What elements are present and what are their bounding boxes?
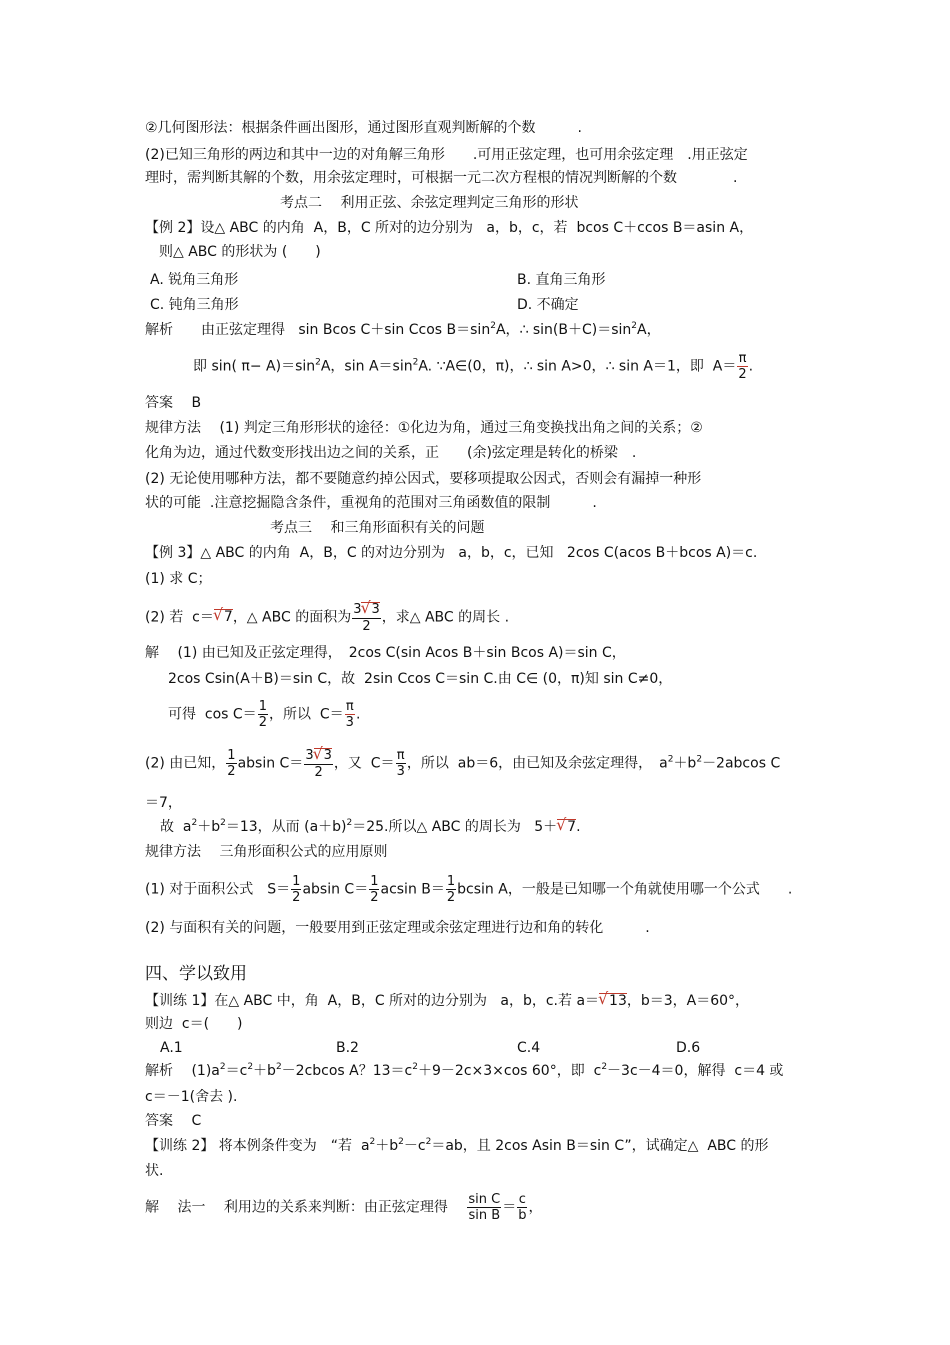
text-line: 理时，需判断其解的个数，用余弦定理时，可根据一元二次方程根的情况判断解的个数 .: [145, 170, 738, 186]
fraction: $\frac{1}{2}$: [446, 874, 456, 905]
answer-label: 答案: [145, 1113, 173, 1129]
fraction: $\frac{\pi}{3}$: [345, 699, 354, 730]
text-line: 状的可能 .注意挖掘隐含条件，重视角的范围对三角函数值的限制 .: [145, 495, 597, 511]
sqrt: √ 7: [557, 819, 576, 835]
method-label: 规律方法: [145, 420, 201, 436]
fraction: $\frac{\pi}{3}$: [396, 747, 405, 779]
answer-label: 答案: [145, 395, 173, 411]
solution-line: 可得 cos C＝ $\frac{1}{2}$ ，所以 C＝ $\frac{\pi}{3}$ .: [168, 699, 361, 730]
answer-line: 答案 C: [145, 1113, 202, 1129]
option-b: B. 直角三角形: [517, 272, 606, 288]
text-line: 状.: [145, 1163, 164, 1179]
solution-line: 解析 由正弦定理得 sin Bcos C＋sin Ccos $B=\sin^2A$，∴ $\sin(B+C)=\sin^2A$，: [145, 321, 661, 338]
solution-line: (2) 由已知， $\frac{1}{2}$ absin C＝ $\frac{3√ 3}{2}$ ，又 C＝ $\frac{\pi}{3}$ ，所以 ab＝6，由已知及余弦定理得， $a^2+b^2-2abcos$ C: [145, 748, 780, 779]
text-line: (2) 与面积有关的问题，一般要用到正弦定理或余弦定理进行边和角的转化 .: [145, 920, 650, 936]
option-a: A. 锐角三角形: [150, 272, 239, 288]
fraction: $\frac{c}{b}$: [518, 1192, 527, 1223]
sqrt: √ 7: [214, 609, 233, 625]
sqrt: √ 13: [599, 993, 627, 1009]
solution-label: 解: [145, 645, 159, 661]
option-d: D. 不确定: [517, 297, 579, 313]
solution-label: 解析: [145, 1063, 173, 1079]
question-2: (2) 若 c＝√ 7，△ ABC 的面积为 $\frac{3√ 3}{2}$ ，求△ ABC 的周长 .: [145, 602, 509, 633]
solution-line: 即 sin( $\pi- A)=\sin^2A$，$\sin A=\sin^2A$. ∵A∈(0，π)，∴ sin A>0，∴ sin A＝1，即 A＝ $\frac{\pi}{2}$ .: [193, 351, 754, 382]
solution-line: 解析 $(1)a^2=c^2+b^2-2cbcos$ A？$13=c^2+9-2c\times 3\times\cos$ 60°，即 $c^2-3c-4=0$，解得 c＝4 或: [145, 1062, 784, 1079]
section-heading: 考点三 和三角形面积有关的问题: [270, 520, 485, 536]
text-line: 则边 c＝( ): [145, 1016, 243, 1032]
example-title: 【例 2】设△ ABC 的内角 A，B，C 所对的边分别为 a，b，c，若 bcos C＋ccos B＝asin A，: [145, 220, 754, 236]
text-line: c＝－1(舍去 ).: [145, 1089, 238, 1105]
fraction: $\frac{3√ 3}{2}$: [304, 748, 333, 779]
text-line: (2) 无论使用哪种方法，都不要随意约掉公因式，要移项提取公因式，否则会有漏掉一种形: [145, 471, 702, 487]
solution-label: 解: [145, 1199, 159, 1216]
fraction: $\frac{1}{2}$: [227, 747, 236, 779]
fraction: $\frac{3√ 3}{2}$: [352, 602, 381, 633]
example-title: 【例 3】△ ABC 的内角 A，B，C 的对边分别为 a，b，c，已知 2cos C(acos B＋bcos A)＝c.: [145, 545, 758, 561]
fraction: $\frac{1}{2}$: [258, 699, 267, 730]
section-heading: 考点二 利用正弦、余弦定理判定三角形的形状: [280, 195, 579, 211]
solution-line: 解 法一 利用边的关系来判断：由正弦定理得 $\frac{\text{sin C}}{\text{sin B}}$ ＝ $\frac{c}{b}$ ，: [145, 1192, 543, 1223]
option-c: C. 钝角三角形: [150, 297, 239, 313]
section-title: 四、学以致用: [145, 964, 247, 984]
exercise-title: 【训练 1】在△ ABC 中，角 A，B，C 所对的边分别为 a，b，c.若 a＝√ 13，b＝3，A＝60°，: [145, 993, 749, 1009]
text-line: 化角为边，通过代数变形找出边之间的关系，正 (余)弦定理是转化的桥梁 .: [145, 445, 637, 461]
text-line: (1) 对于面积公式 S＝ $\frac{1}{2}$ absin C＝ $\frac{1}{2}$ acsin B＝ $\frac{1}{2}$ bcsin A，一般是已知哪一个角就使用哪一个公式 .: [145, 874, 793, 905]
fraction: $\frac{1}{2}$: [370, 874, 379, 905]
fraction: $\frac{\text{sin C}}{\text{sin B}}$: [468, 1192, 501, 1223]
answer-line: 答案 B: [145, 395, 202, 411]
option-a: A.1: [160, 1040, 183, 1056]
solution-line: 解 (1) 由已知及正弦定理得， 2cos C(sin Acos B＋sin Bcos A)＝sin C，: [145, 645, 626, 661]
question-1: (1) 求 C；: [145, 571, 212, 587]
text-line: ＝7，: [145, 795, 182, 811]
method-label: 规律方法: [145, 844, 201, 860]
text-line: 则△ ABC 的形状为 ( ): [145, 244, 321, 260]
fraction: $\frac{1}{2}$: [292, 874, 301, 905]
solution-label: 解析: [145, 322, 173, 338]
method-line: 规律方法 三角形面积公式的应用原则: [145, 844, 388, 860]
text-line: ②几何图形法：根据条件画出图形，通过图形直观判断解的个数 .: [145, 120, 582, 136]
option-d: D.6: [676, 1040, 701, 1056]
text-line: (2)已知三角形的两边和其中一边的对角解三角形 .可用正弦定理，也可用余弦定理 .用正弦定: [145, 147, 748, 163]
option-b: B.2: [336, 1040, 359, 1056]
method-line: 规律方法 (1) 判定三角形形状的途径：①化边为角，通过三角变换找出角之间的关系；②: [145, 420, 703, 436]
solution-line: 2cos Csin(A＋B)＝sin C，故 2sin Ccos C＝sin C.由 C∈ (0，π)知 sin C≠0，: [168, 671, 673, 687]
exercise-title: 【训练 2】 将本例条件变为 “若 $a^2+b^2-c^2=ab$，且 2cos Asin B＝sin C”，试确定△ ABC 的形: [145, 1137, 769, 1154]
solution-line: 故 $a^2+b^2=13$，从而 $(a+b)^2=25$.所以△ ABC 的周长为 5＋√ 7.: [160, 819, 581, 835]
option-c: C.4: [517, 1040, 541, 1056]
fraction: $\frac{\pi}{2}$: [738, 351, 747, 382]
